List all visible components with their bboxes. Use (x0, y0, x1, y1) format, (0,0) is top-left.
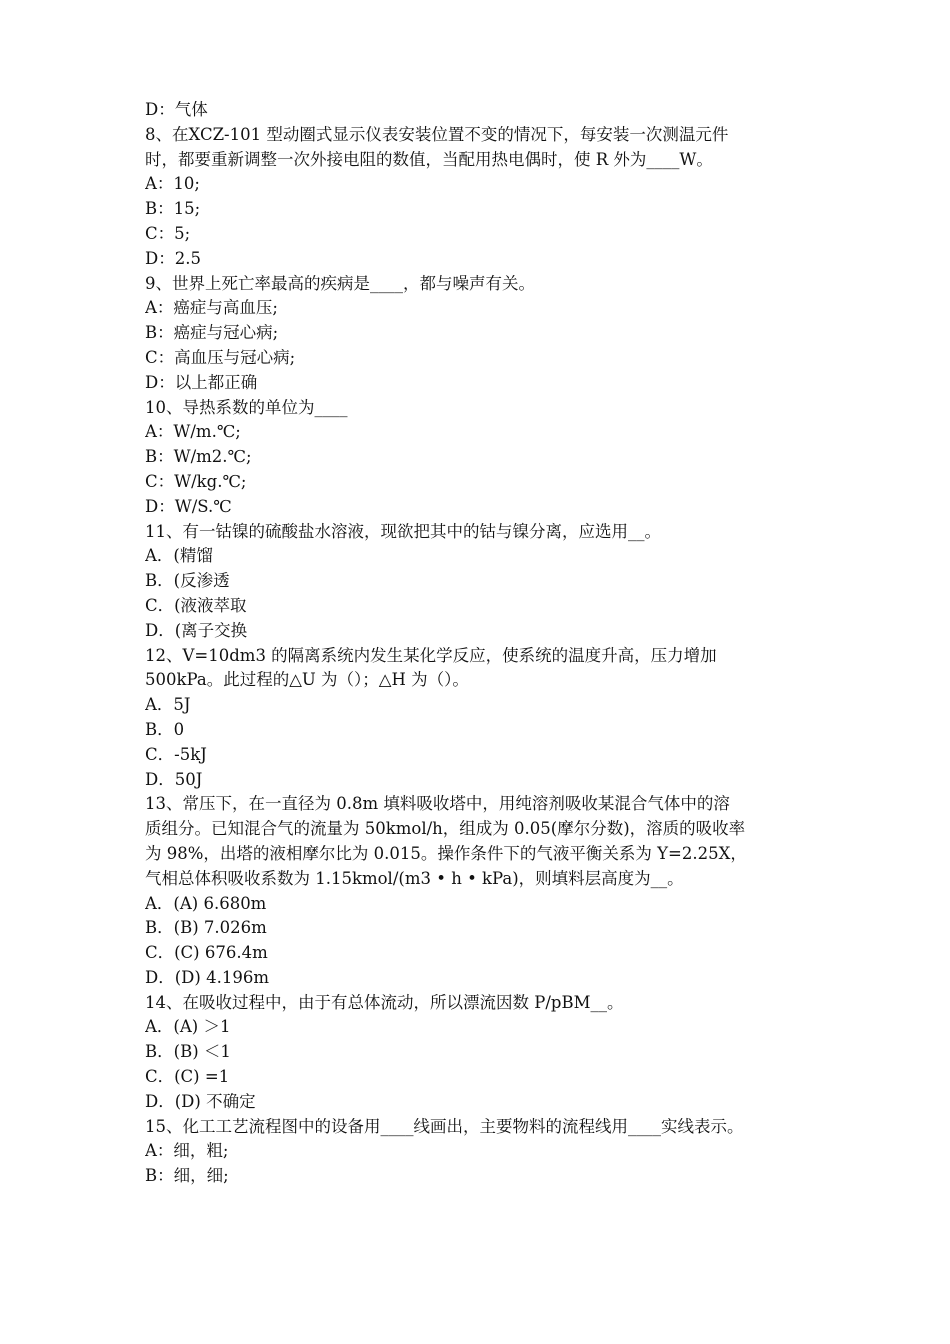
question-line: 15、化工工艺流程图中的设备用____线画出，主要物料的流程线用____实线表示。 (145, 1116, 744, 1136)
text-line: A．(A) 6.680m (145, 893, 267, 913)
text-line: B．(B) ＜1 (145, 1042, 231, 1062)
text-line: A：W/m.℃; (145, 422, 241, 442)
question-line: 10、导热系数的单位为____ (145, 397, 348, 417)
text-line: B．0 (145, 719, 185, 739)
text-line: D．(D) 4.196m (145, 967, 269, 987)
text-line: B：W/m2.℃; (145, 447, 252, 467)
text-line: 为 98%，出塔的液相摩尔比为 0.015。操作条件下的气液平衡关系为 Y=2.25X， (145, 843, 747, 863)
text-line: B．(B) 7.026m (145, 918, 267, 938)
text-line: C．(液液萃取 (145, 595, 247, 615)
text-line: B．(反渗透 (145, 571, 230, 591)
text-line: A：癌症与高血压; (145, 298, 278, 318)
question-line: 12、V=10dm3 的隔离系统内发生某化学反应，使系统的温度升高，压力增加 (145, 645, 717, 665)
question-line: 9、世界上死亡率最高的疾病是____，都与噪声有关。 (145, 273, 535, 293)
question-line: 11、有一钴镍的硫酸盐水溶液，现欲把其中的钴与镍分离，应选用__。 (145, 521, 661, 541)
text-line: D：以上都正确 (145, 372, 258, 392)
document-body (145, 98, 815, 1189)
text-line: C．-5kJ (145, 744, 207, 764)
text-line: C．(C) 676.4m (145, 943, 268, 963)
text-line: 时，都要重新调整一次外接电阻的数值，当配用热电偶时，使 R 外为____W。 (145, 149, 713, 169)
text-line: C：高血压与冠心病; (145, 347, 296, 367)
text-line: A．(A) ＞1 (145, 1017, 231, 1037)
text-line: B：癌症与冠心病; (145, 323, 279, 343)
text-line: D．(离子交换 (145, 620, 248, 640)
text-line: A：10; (145, 174, 200, 194)
text-line: D．(D) 不确定 (145, 1091, 256, 1111)
text-line: D：W/S.℃ (145, 496, 232, 516)
question-line: 14、在吸收过程中，由于有总体流动，所以漂流因数 P/pBM__。 (145, 992, 624, 1012)
text-line: D：2.5 (145, 248, 201, 268)
text-line: A．(精馏 (145, 546, 213, 566)
text-line: 500kPa。此过程的△U 为（）；△H 为（）。 (145, 670, 469, 690)
text-line: A：细，粗; (145, 1141, 229, 1161)
text-line: A．5J (145, 695, 191, 715)
question-line: 8、在XCZ-101 型动圈式显示仪表安装位置不变的情况下，每安装一次测温元件 (145, 124, 729, 144)
text-line: C．(C) =1 (145, 1067, 230, 1087)
text-line: C：W/kg.℃; (145, 471, 247, 491)
question-line: 13、常压下，在一直径为 0.8m 填料吸收塔中，用纯溶剂吸收某混合气体中的溶 (145, 794, 730, 814)
text-line: 气相总体积吸收系数为 1.15kmol/(m3 • h • kPa)，则填料层高度为__。 (145, 868, 684, 888)
text-line: B：15; (145, 199, 201, 219)
text-line: D：气体 (145, 100, 208, 119)
text-line: D．50J (145, 769, 203, 789)
text-line: B：细，细; (145, 1166, 229, 1186)
text-line: C：5; (145, 223, 191, 243)
text-line: 质组分。已知混合气的流量为 50kmol/h，组成为 0.05(摩尔分数)，溶质的吸收率 (145, 819, 746, 839)
